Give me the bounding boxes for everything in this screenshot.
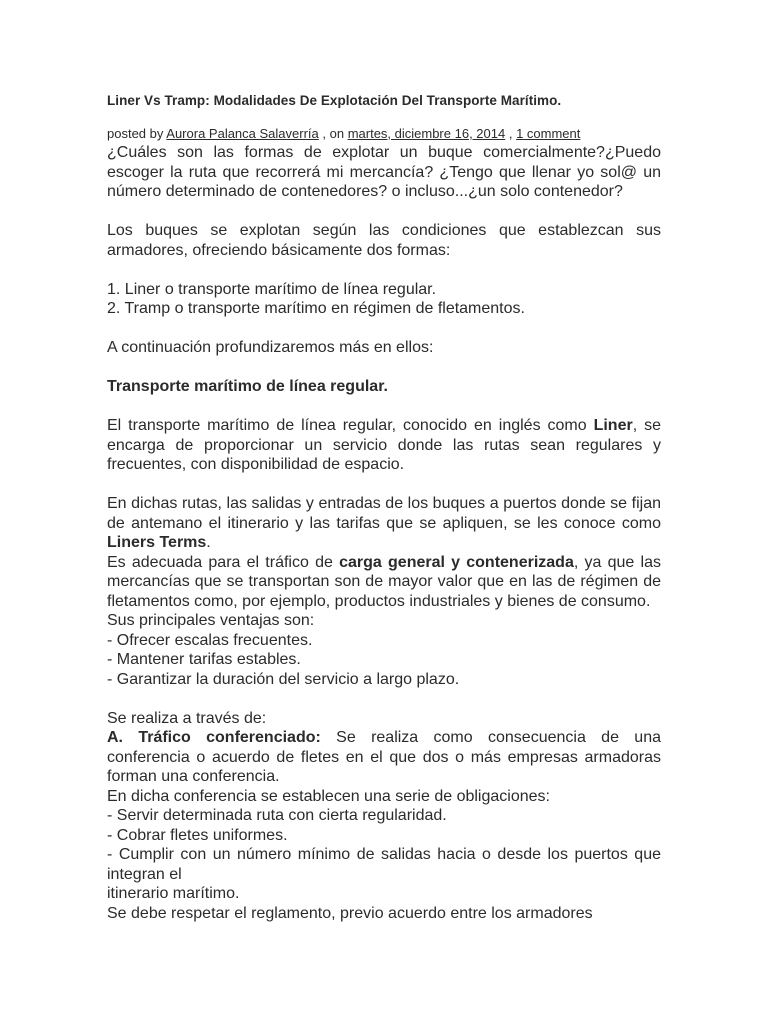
obligaciones-intro: En dicha conferencia se establecen una serie de obligaciones:	[107, 787, 550, 805]
section-heading: Transporte marítimo de línea regular.	[107, 378, 388, 395]
liner-paragraph: El transporte marítimo de línea regular, conocido en inglés como Liner, se encarga de proporcionar un servicio donde las rutas sean regulares y frecuentes, con disponibilidad de espacio.	[107, 417, 661, 473]
realiza-paragraph: Se realiza a través de:	[107, 709, 267, 727]
post-meta	[107, 125, 661, 143]
document-page	[107, 90, 661, 923]
trafico-paragraph: A. Tráfico conferenciado: Se realiza como consecuencia de una conferencia o acuerdo de fletes en el que dos o más empresas armadoras forman una conferencia.	[107, 729, 661, 785]
list-item: 2. Tramp o transporte marítimo en régimen de fletamentos.	[107, 300, 525, 317]
continuacion-paragraph: A continuación profundizaremos más en ellos:	[107, 339, 434, 356]
page-title: Liner Vs Tramp: Modalidades De Explotación Del Transporte Marítimo.	[107, 93, 562, 108]
author-link[interactable]: Aurora Palanca Salaverría	[166, 126, 319, 141]
list-item: - Servir determinada ruta con cierta regularidad.	[107, 807, 447, 824]
meta-on: , on	[318, 126, 348, 141]
comments-link[interactable]: 1 comment	[516, 126, 581, 141]
meta-sep: ,	[505, 126, 517, 141]
intro-paragraph: ¿Cuáles son las formas de explotar un buque comercialmente?¿Puedo escoger la ruta que recorrerá mi mercancía? ¿Tengo que llenar yo sol@ un número determinado de contenedores? o incluso...¿un solo contenedor?	[107, 144, 661, 200]
list-item: - Ofrecer escalas frecuentes.	[107, 631, 313, 649]
reglamento-paragraph: Se debe respetar el reglamento, previo acuerdo entre los armadores	[107, 904, 593, 922]
cumplir-line-end: itinerario marítimo.	[107, 885, 240, 902]
article-body	[107, 143, 661, 923]
meta-prefix: posted by	[107, 126, 167, 141]
date-link[interactable]: martes, diciembre 16, 2014	[347, 126, 506, 141]
rutas-paragraph: En dichas rutas, las salidas y entradas de los buques a puertos donde se fijan de antemano el itinerario y las tarifas que se apliquen, se les conoce como Liners Terms.	[107, 495, 661, 551]
ventajas-intro: Sus principales ventajas son:	[107, 612, 315, 629]
buques-paragraph: Los buques se explotan según las condiciones que establezcan sus armadores, ofreciendo básicamente dos formas:	[107, 222, 661, 259]
list-item: - Cobrar fletes uniformes.	[107, 826, 288, 844]
list-item: - Garantizar la duración del servicio a largo plazo.	[107, 670, 460, 688]
adecuada-paragraph: Es adecuada para el tráfico de carga general y contenerizada, ya que las mercancías que se transportan son de mayor valor que en las de régimen de fletamentos como, por ejemplo, productos industriales y bienes de consumo.	[107, 553, 662, 610]
list-item: 1. Liner o transporte marítimo de línea regular.	[107, 280, 437, 298]
list-item: - Mantener tarifas estables.	[107, 651, 301, 668]
cumplir-line: - Cumplir con un número mínimo de salidas hacia o desde los puertos que integran el	[107, 846, 661, 883]
